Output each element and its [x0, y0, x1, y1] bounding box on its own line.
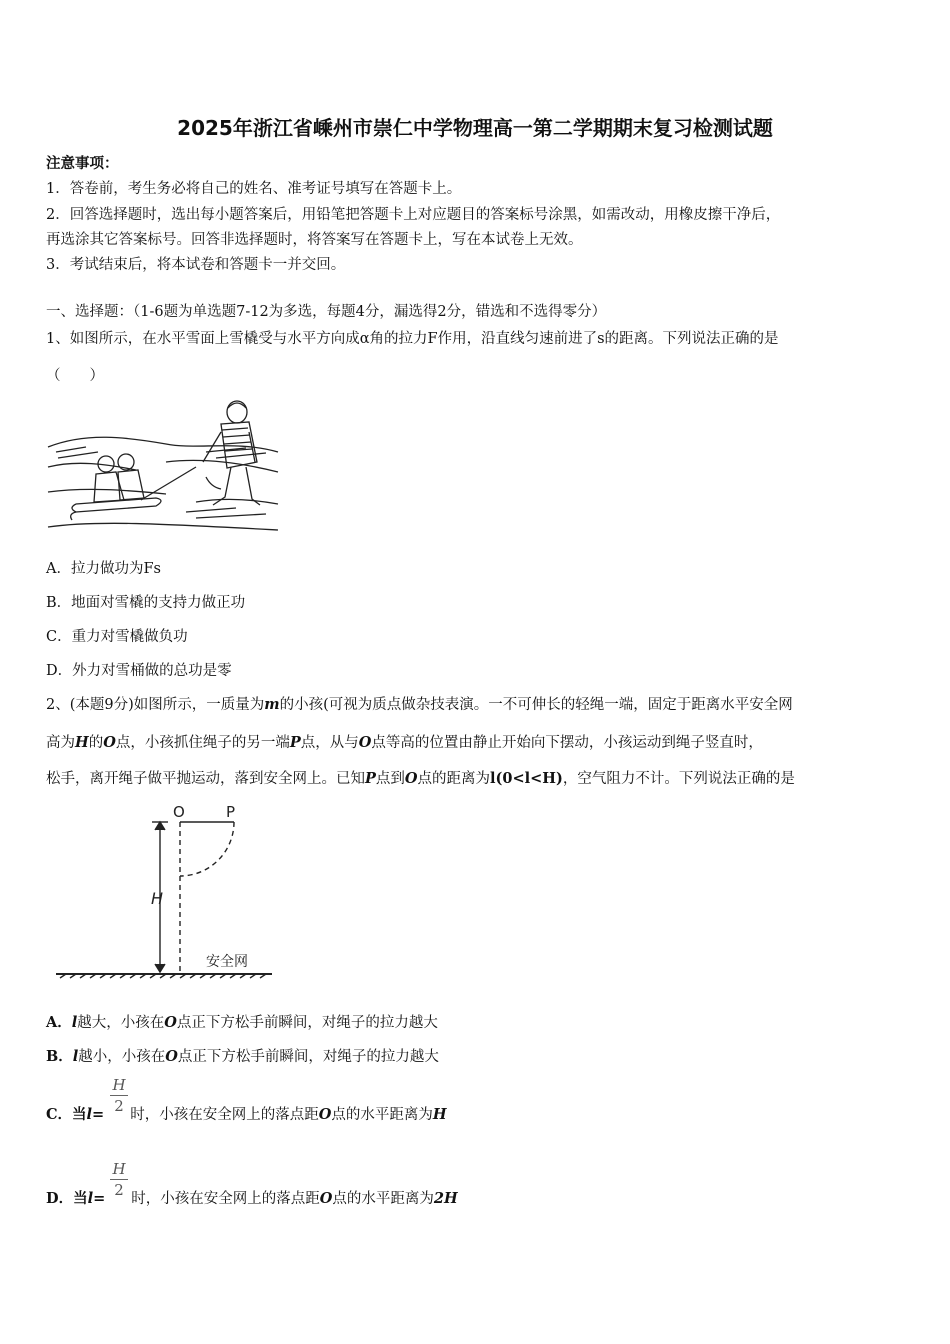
notes-heading: 注意事项： [46, 155, 119, 172]
q1-paren: （ ） [46, 368, 104, 384]
pendulum-figure [56, 800, 278, 986]
q2-line-2: 高为H的O点，小孩抓住绳子的另一端P点，从与O点等高的位置由静止开始向下摆动，小孩运动到绳子竖直时， [46, 734, 763, 751]
q2-option-a: A．l越大，小孩在O点正下方松手前瞬间，对绳子的拉力越大 [46, 1014, 438, 1031]
q2-option-c: C．当l= 时，小孩在安全网上的落点距O点的水平距离为H [46, 1106, 447, 1123]
q2-line-1: 2、(本题9分)如图所示，一质量为m的小孩(可视为质点做杂技表演。一不可伸长的轻绳一端，固定于距离水平安全网 [46, 696, 793, 713]
q1-option-c: C．重力对雪橇做负功 [46, 629, 188, 645]
q1-option-d: D．外力对雪桶做的总功是零 [46, 663, 232, 679]
q2-d-fraction: H 2 [110, 1160, 128, 1199]
q2-option-d: D．当l= 时，小孩在安全网上的落点距O点的水平距离为2H [46, 1190, 458, 1207]
note-2a: 2．回答选择题时，选出每小题答案后，用铅笔把答题卡上对应题目的答案标号涂黑，如需改动，用橡皮擦干净后， [46, 207, 781, 223]
section-heading: 一、选择题：（1-6题为单选题7-12为多选，每题4分，漏选得2分，错选和不选得零分） [46, 304, 607, 320]
q2-option-b: B．l越小，小孩在O点正下方松手前瞬间，对绳子的拉力越大 [46, 1048, 439, 1065]
label-safety-net: 安全网 [206, 954, 248, 970]
q1-stem: 1、如图所示，在水平雪面上雪橇受与水平方向成α角的拉力F作用，沿直线匀速前进了s的距离。下列说法正确的是 [46, 331, 779, 347]
note-2b: 再选涂其它答案标号。回答非选择题时，将答案写在答题卡上，写在本试卷上无效。 [46, 232, 583, 248]
q2-c-fraction: H 2 [110, 1076, 128, 1115]
note-3: 3．考试结束后，将本试卷和答题卡一并交回。 [46, 257, 346, 273]
q1-option-b: B．地面对雪橇的支持力做正功 [46, 595, 246, 611]
label-H: H [151, 889, 164, 908]
sled-figure [46, 392, 280, 540]
note-1: 1．答卷前，考生务必将自己的姓名、准考证号填写在答题卡上。 [46, 181, 462, 197]
q1-option-a: A．拉力做功为Fs [46, 561, 161, 577]
q2-line-3: 松手，离开绳子做平抛运动，落到安全网上。已知P点到O点的距离为l(0<l<H)，空气阻力不计。下列说法正确的是 [46, 770, 795, 787]
label-P: P [226, 803, 236, 821]
page-title: 2025年浙江省嵊州市崇仁中学物理高一第二学期期末复习检测试题 [177, 116, 773, 140]
label-O: O [173, 803, 185, 821]
